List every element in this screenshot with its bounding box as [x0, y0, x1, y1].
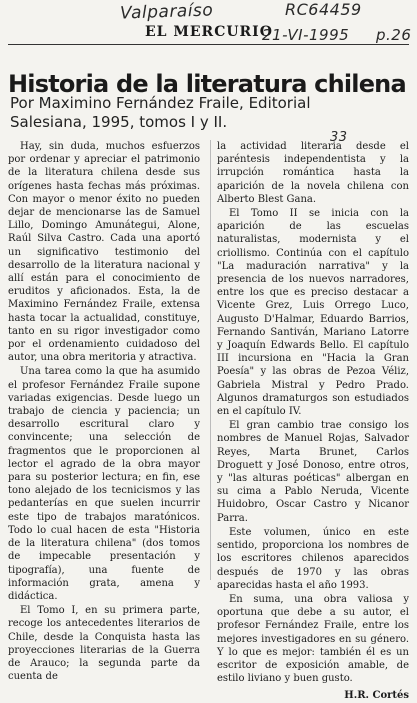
paragraph: Una tarea como la que ha asumido el profesor Fernández Fraile supone variadas exigencias. Desde luego un trabajo de ciencia y paciencia; un desarrollo escritural claro y convincente; una selección de fragmentos que le proporcionen al lector el agrado de la obra mayor para su posterior lectura; en fin, ese tono alejado de los tecnicismos y las pedanterías en que suelen incurrir este tipo de trabajos maratónicos. Todo lo cual hacen de esta "Historia de la literatura chilena" (dos tomos de impecable presentación y tipografía), una fuente de información grata, amena y didáctica.	[8, 366, 200, 602]
paragraph: En suma, una obra valiosa y oportuna que debe a su autor, el profesor Fernández Fraile, entre los mejores investigadores en su género. Y lo que es mejor: también él es un escritor de exposición amable, de estilo liviano y buen gusto.	[217, 593, 409, 685]
paragraph: Hay, sin duda, muchos esfuerzos por ordenar y apreciar el patrimonio de la literatura chilena desde sus orígenes hasta fechas más próximas. Con mayor o menor éxito no pueden dejar de mencionarse las de Samuel Lillo, Domingo Amunátegui, Alone, Raúl Silva Castro. Cada una aportó un significativo testimonio del desarrollo de la literatura nacional y allí están para el conocimiento de eruditos y aficionados. Esta, la de Maximino Fernández Fraile, extensa hasta tocar la actualidad, constituye, tanto en su rigor investigador como por el ordenamiento cuidadoso del autor, una obra meritoria y atractiva.	[8, 141, 200, 364]
paragraph: El Tomo II se inicia con la aparición de las escuelas naturalistas, modernista y el criollismo. Continúa con el capítulo "La maduración narrativa" y la presencia de los nuevos narradores, entre los que es preciso destacar a Vicente Grez, Luis Orrego Luco, Augusto D'Halmar, Eduardo Barrios, Fernando Santiván, Mariano Latorre y Joaquín Edwards Bello. El capítulo III incursiona en "Hacia la Gran Poesía" y las obras de Pezoa Véliz, Gabriela Mistral y Pedro Prado. Algunos dramaturgos son estudiados en el capítulo IV.	[217, 208, 409, 418]
paragraph: la actividad literaria desde el paréntesis independentista y la irrupción romántica hasta la aparición de la novela chilena con Alberto Blest Gana.	[217, 141, 409, 205]
paragraph: El gran cambio trae consigo los nombres de Manuel Rojas, Salvador Reyes, Marta Brunet, Carlos Droguett y José Donoso, entre otros, y "las alturas poéticas" albergan en su cima a Pablo Neruda, Vicente Huidobro, Oscar Castro y Nicanor Parra.	[217, 420, 409, 524]
header-rule	[8, 44, 409, 45]
article-subhead: Por Maximino Fernández Fraile, Editorial Salesiana, 1995, tomos I y II.	[10, 94, 311, 131]
article-column-left	[8, 140, 200, 683]
handwritten-city-annotation: Valparaíso	[119, 0, 214, 24]
handwritten-page-annotation: p.26	[376, 26, 412, 44]
author-signature: H.R. Cortés	[344, 690, 409, 702]
handwritten-date-annotation: 21-VI-1995	[262, 26, 350, 44]
handwritten-margin-mark: 33	[330, 130, 348, 145]
article-headline: Historia de la literatura chilena	[8, 70, 406, 99]
paragraph: El Tomo I, en su primera parte, recoge los antecedentes literarios de Chile, desde la Conquista hasta las proyecciones literarias de la Guerra de Arauco; la segunda parte da cuenta de	[8, 605, 200, 683]
article-column-right	[217, 140, 409, 703]
newspaper-masthead: EL MERCURIO	[145, 24, 273, 40]
handwritten-code-annotation: RC64459	[285, 0, 362, 19]
paragraph: Este volumen, único en este sentido, proporciona los nombres de los escritores chilenos aparecidos después de 1970 y las obras aparecidas hasta el año 1993.	[217, 526, 409, 591]
column-divider	[210, 140, 211, 580]
